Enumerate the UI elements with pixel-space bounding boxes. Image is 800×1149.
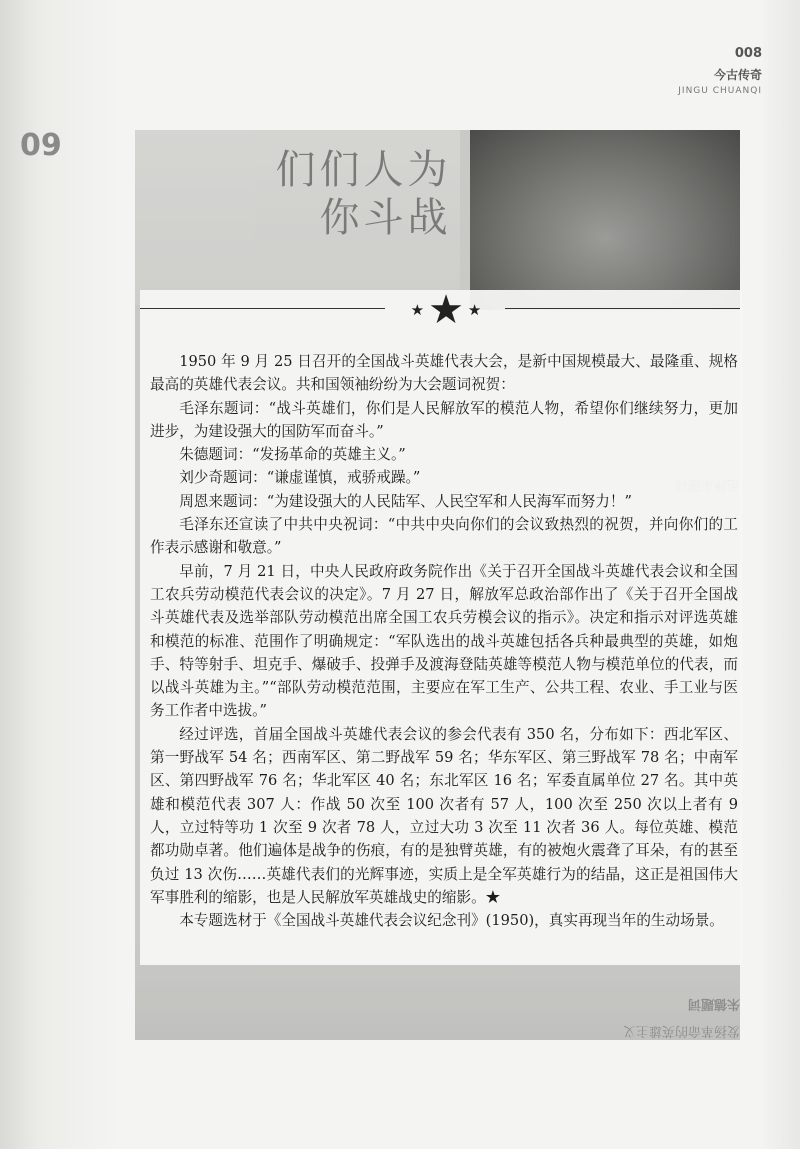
small-star-icon: ★ bbox=[410, 300, 425, 319]
calligraphy-image: 为战人斗们你们 bbox=[135, 130, 460, 305]
divider-right bbox=[505, 308, 740, 309]
magazine-title: 今古传奇 bbox=[713, 68, 762, 82]
bleed-through-text: 09 bbox=[20, 128, 62, 163]
photo-caption-inscription: 发扬革命的英雄主义 bbox=[622, 1023, 740, 1038]
photo-caption-zhu: 朱德题词 bbox=[687, 996, 740, 1011]
portrait-photo bbox=[470, 130, 740, 310]
large-star-icon: ★ bbox=[428, 287, 464, 333]
magazine-subtitle: JINGU CHUANQI bbox=[678, 86, 762, 96]
paragraph-source-note: 本专题选材于《全国战斗英雄代表会议纪念刊》(1950)，真实再现当年的生动场景。 bbox=[179, 912, 724, 930]
paragraph-selection: 经过评选，首届全国战斗英雄代表会议的参会代表有 350 名，分布如下：西北军区、第一野战军 54 名；西南军区、第二野战军 59 名；华东军区、第三野战军 78 名；中南军区、第四野战军 76 名；华北军区 40 名；东北军区 16 名；军委直属单位 27 名。其中英雄和模范代表 307 人：作战 50 次至 100 次者有 57 人，100 次至 250 次以上者有 9 人，立过特等功 1 次至 9 次者 78 人，立过大功 3 次至 11 次者 36 人。每位英雄、模范都功勋卓著。他们遍体是战争的伤痕，有的是独臂英雄，有的被炮火震聋了耳朵，有的甚至负过 13 次伤……英雄代表们的光辉事迹，实质上是全军英雄行为的结晶，这正是祖国伟大军事胜利的缩影，也是人民解放军英雄战史的缩影。★ bbox=[150, 725, 738, 906]
divider-left bbox=[140, 308, 385, 309]
paragraph-decisions: 早前，7 月 21 日，中央人民政府政务院作出《关于召开全国战斗英雄代表会议和全国工农兵劳动模范代表会议的决定》。7 月 27 日，解放军总政治部作出了《关于召开全国战斗英雄代表及选举部队劳动模范出席全国工农兵劳模会议的指示》。决定和指示对评选英雄和模范的标准、范围作了明确规定：“军队选出的战斗英雄包括各兵种最典型的英雄，如炮手、特等射手、坦克手、爆破手、投弹手及渡海登陆英雄等模范人物与模范单位的代表，而以战斗英雄为主。”“部队劳动模范范围，主要应在军工生产、公共工程、农业、手工业与医务工作者中选拔。” bbox=[150, 562, 738, 720]
page-number: 008 bbox=[734, 46, 762, 61]
paragraph-intro: 1950 年 9 月 25 日召开的全国战斗英雄代表大会，是新中国规模最大、最隆重、规格最高的英雄代表会议。共和国领袖纷纷为大会题词祝贺： bbox=[150, 353, 738, 394]
article-body bbox=[150, 350, 738, 932]
paragraph-mao-inscription: 毛泽东题词：“战斗英雄们，你们是人民解放军的模范人物，希望你们继续努力，更加进步，为建设强大的国防军而奋斗。” bbox=[150, 399, 738, 440]
small-star-icon: ★ bbox=[467, 300, 482, 319]
paragraph-liu-inscription: 刘少奇题词：“谦虚谨慎，戒骄戒躁。” bbox=[179, 469, 421, 487]
star-ornament bbox=[392, 287, 500, 333]
paragraph-zhou-inscription: 周恩来题词：“为建设强大的人民陆军、人民空军和人民海军而努力！” bbox=[179, 492, 632, 510]
paragraph-central-committee: 毛泽东还宣读了中共中央祝词：“中共中央向你们的会议致热烈的祝贺，并向你们的工作表示感谢和敬意。” bbox=[150, 516, 738, 557]
paragraph-zhu-inscription: 朱德题词：“发扬革命的英雄主义。” bbox=[179, 446, 406, 464]
